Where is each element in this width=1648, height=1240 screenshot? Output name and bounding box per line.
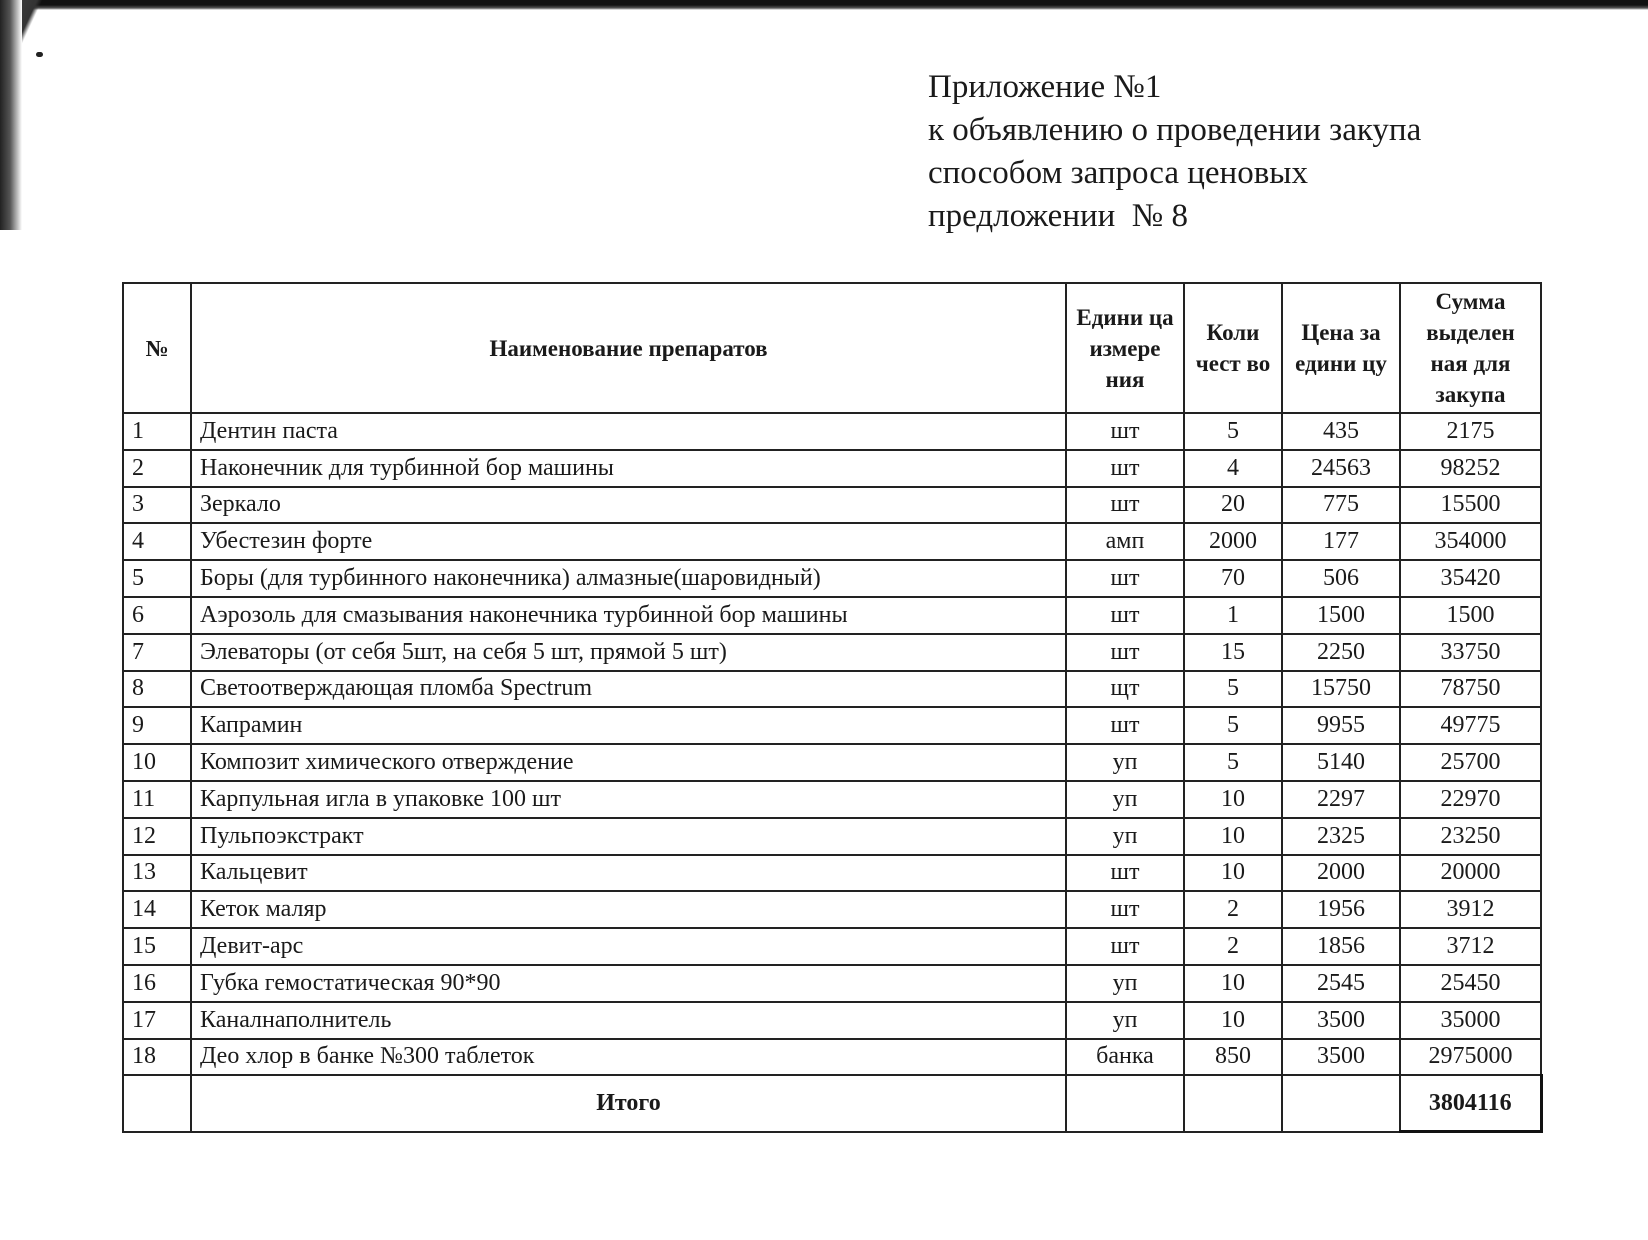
cell-price: 5140 xyxy=(1282,744,1400,781)
cell-qty: 10 xyxy=(1184,781,1282,818)
total-cell-qty xyxy=(1184,1075,1282,1132)
cell-num: 14 xyxy=(123,891,191,928)
cell-unit: шт xyxy=(1066,891,1184,928)
cell-unit: уп xyxy=(1066,965,1184,1002)
cell-sum: 49775 xyxy=(1400,707,1541,744)
cell-price: 1500 xyxy=(1282,597,1400,634)
header-line-2: к объявлению о проведении закупа xyxy=(928,112,1422,148)
cell-qty: 5 xyxy=(1184,671,1282,708)
cell-num: 3 xyxy=(123,487,191,524)
table-row xyxy=(123,928,1541,965)
table-row xyxy=(123,1002,1541,1039)
scan-speck xyxy=(36,52,43,57)
cell-price: 2250 xyxy=(1282,634,1400,671)
cell-name: Део хлор в банке №300 таблеток xyxy=(191,1039,1066,1076)
header-line-1: Приложение №1 xyxy=(928,69,1162,105)
cell-name: Зеркало xyxy=(191,487,1066,524)
cell-num: 9 xyxy=(123,707,191,744)
cell-price: 2545 xyxy=(1282,965,1400,1002)
cell-price: 24563 xyxy=(1282,450,1400,487)
table-row xyxy=(123,597,1541,634)
cell-sum: 35420 xyxy=(1400,560,1541,597)
cell-unit: шт xyxy=(1066,560,1184,597)
cell-name: Пульпоэкстракт xyxy=(191,818,1066,855)
cell-qty: 10 xyxy=(1184,1002,1282,1039)
cell-qty: 70 xyxy=(1184,560,1282,597)
table-row xyxy=(123,560,1541,597)
cell-num: 4 xyxy=(123,523,191,560)
cell-price: 435 xyxy=(1282,413,1400,450)
table-row xyxy=(123,891,1541,928)
col-header-num: № xyxy=(123,283,191,413)
table-row xyxy=(123,523,1541,560)
cell-price: 2000 xyxy=(1282,855,1400,892)
cell-num: 12 xyxy=(123,818,191,855)
appendix-header xyxy=(928,66,1568,238)
cell-price: 506 xyxy=(1282,560,1400,597)
cell-unit: шт xyxy=(1066,597,1184,634)
table-row xyxy=(123,965,1541,1002)
cell-sum: 2975000 xyxy=(1400,1039,1541,1076)
cell-price: 3500 xyxy=(1282,1039,1400,1076)
cell-num: 16 xyxy=(123,965,191,1002)
cell-name: Кальцевит xyxy=(191,855,1066,892)
table-row xyxy=(123,855,1541,892)
cell-unit: шт xyxy=(1066,487,1184,524)
cell-unit: шт xyxy=(1066,634,1184,671)
cell-num: 15 xyxy=(123,928,191,965)
cell-qty: 10 xyxy=(1184,855,1282,892)
cell-sum: 1500 xyxy=(1400,597,1541,634)
total-label: Итого xyxy=(191,1075,1066,1132)
col-header-price: Цена за едини цу xyxy=(1282,283,1400,413)
cell-qty: 4 xyxy=(1184,450,1282,487)
table-row xyxy=(123,707,1541,744)
col-header-qty: Коли чест во xyxy=(1184,283,1282,413)
cell-name: Наконечник для турбинной бор машины xyxy=(191,450,1066,487)
cell-name: Карпульная игла в упаковке 100 шт xyxy=(191,781,1066,818)
cell-unit: шт xyxy=(1066,413,1184,450)
cell-qty: 2000 xyxy=(1184,523,1282,560)
cell-qty: 5 xyxy=(1184,707,1282,744)
cell-num: 18 xyxy=(123,1039,191,1076)
cell-name: Каналнаполнитель xyxy=(191,1002,1066,1039)
cell-num: 2 xyxy=(123,450,191,487)
cell-qty: 2 xyxy=(1184,891,1282,928)
cell-name: Убестезин форте xyxy=(191,523,1066,560)
cell-qty: 10 xyxy=(1184,965,1282,1002)
total-sum: 3804116 xyxy=(1400,1075,1541,1132)
cell-num: 17 xyxy=(123,1002,191,1039)
cell-qty: 2 xyxy=(1184,928,1282,965)
cell-unit: уп xyxy=(1066,781,1184,818)
cell-name: Губка гемостатическая 90*90 xyxy=(191,965,1066,1002)
cell-sum: 33750 xyxy=(1400,634,1541,671)
cell-num: 5 xyxy=(123,560,191,597)
cell-price: 3500 xyxy=(1282,1002,1400,1039)
cell-name: Кеток маляр xyxy=(191,891,1066,928)
table-header-row xyxy=(123,283,1541,413)
cell-sum: 98252 xyxy=(1400,450,1541,487)
cell-unit: шт xyxy=(1066,928,1184,965)
cell-price: 177 xyxy=(1282,523,1400,560)
cell-num: 11 xyxy=(123,781,191,818)
cell-sum: 20000 xyxy=(1400,855,1541,892)
table-row xyxy=(123,634,1541,671)
cell-qty: 10 xyxy=(1184,818,1282,855)
cell-unit: уп xyxy=(1066,818,1184,855)
cell-price: 1956 xyxy=(1282,891,1400,928)
procurement-table xyxy=(122,282,1543,1133)
cell-sum: 3912 xyxy=(1400,891,1541,928)
cell-name: Светоотверждающая пломба Spectrum xyxy=(191,671,1066,708)
cell-qty: 5 xyxy=(1184,413,1282,450)
scan-edge-left xyxy=(0,0,22,230)
cell-sum: 354000 xyxy=(1400,523,1541,560)
cell-num: 10 xyxy=(123,744,191,781)
cell-unit: щт xyxy=(1066,671,1184,708)
cell-price: 9955 xyxy=(1282,707,1400,744)
cell-name: Аэрозоль для смазывания наконечника турбинной бор машины xyxy=(191,597,1066,634)
total-cell-num xyxy=(123,1075,191,1132)
table-row xyxy=(123,671,1541,708)
cell-sum: 3712 xyxy=(1400,928,1541,965)
total-row xyxy=(123,1075,1541,1132)
cell-price: 15750 xyxy=(1282,671,1400,708)
cell-qty: 15 xyxy=(1184,634,1282,671)
cell-qty: 20 xyxy=(1184,487,1282,524)
header-line-3: способом запроса ценовых xyxy=(928,155,1308,191)
cell-num: 13 xyxy=(123,855,191,892)
cell-qty: 850 xyxy=(1184,1039,1282,1076)
cell-name: Элеваторы (от себя 5шт, на себя 5 шт, прямой 5 шт) xyxy=(191,634,1066,671)
cell-name: Композит химического отверждение xyxy=(191,744,1066,781)
cell-sum: 15500 xyxy=(1400,487,1541,524)
col-header-unit: Едини ца измере ния xyxy=(1066,283,1184,413)
cell-qty: 5 xyxy=(1184,744,1282,781)
table-row xyxy=(123,413,1541,450)
cell-unit: уп xyxy=(1066,744,1184,781)
table-row xyxy=(123,781,1541,818)
cell-unit: шт xyxy=(1066,450,1184,487)
cell-sum: 23250 xyxy=(1400,818,1541,855)
table-row xyxy=(123,818,1541,855)
table-row xyxy=(123,487,1541,524)
cell-unit: шт xyxy=(1066,855,1184,892)
scan-edge-top xyxy=(0,0,1648,10)
cell-num: 8 xyxy=(123,671,191,708)
cell-price: 775 xyxy=(1282,487,1400,524)
cell-name: Боры (для турбинного наконечника) алмазные(шаровидный) xyxy=(191,560,1066,597)
cell-num: 1 xyxy=(123,413,191,450)
table-row xyxy=(123,1039,1541,1076)
col-header-sum: Сумма выделен ная для закупа xyxy=(1400,283,1541,413)
table-row xyxy=(123,744,1541,781)
cell-sum: 25450 xyxy=(1400,965,1541,1002)
cell-sum: 35000 xyxy=(1400,1002,1541,1039)
cell-unit: банка xyxy=(1066,1039,1184,1076)
cell-name: Девит-арс xyxy=(191,928,1066,965)
cell-name: Капрамин xyxy=(191,707,1066,744)
cell-unit: амп xyxy=(1066,523,1184,560)
col-header-name: Наименование препаратов xyxy=(191,283,1066,413)
table-row xyxy=(123,450,1541,487)
cell-unit: уп xyxy=(1066,1002,1184,1039)
cell-unit: шт xyxy=(1066,707,1184,744)
cell-sum: 78750 xyxy=(1400,671,1541,708)
cell-qty: 1 xyxy=(1184,597,1282,634)
cell-name: Дентин паста xyxy=(191,413,1066,450)
total-cell-unit xyxy=(1066,1075,1184,1132)
cell-price: 2325 xyxy=(1282,818,1400,855)
cell-num: 6 xyxy=(123,597,191,634)
cell-sum: 2175 xyxy=(1400,413,1541,450)
cell-sum: 25700 xyxy=(1400,744,1541,781)
header-line-4: предложении № 8 xyxy=(928,198,1189,234)
cell-num: 7 xyxy=(123,634,191,671)
cell-price: 2297 xyxy=(1282,781,1400,818)
total-cell-price xyxy=(1282,1075,1400,1132)
cell-price: 1856 xyxy=(1282,928,1400,965)
cell-sum: 22970 xyxy=(1400,781,1541,818)
